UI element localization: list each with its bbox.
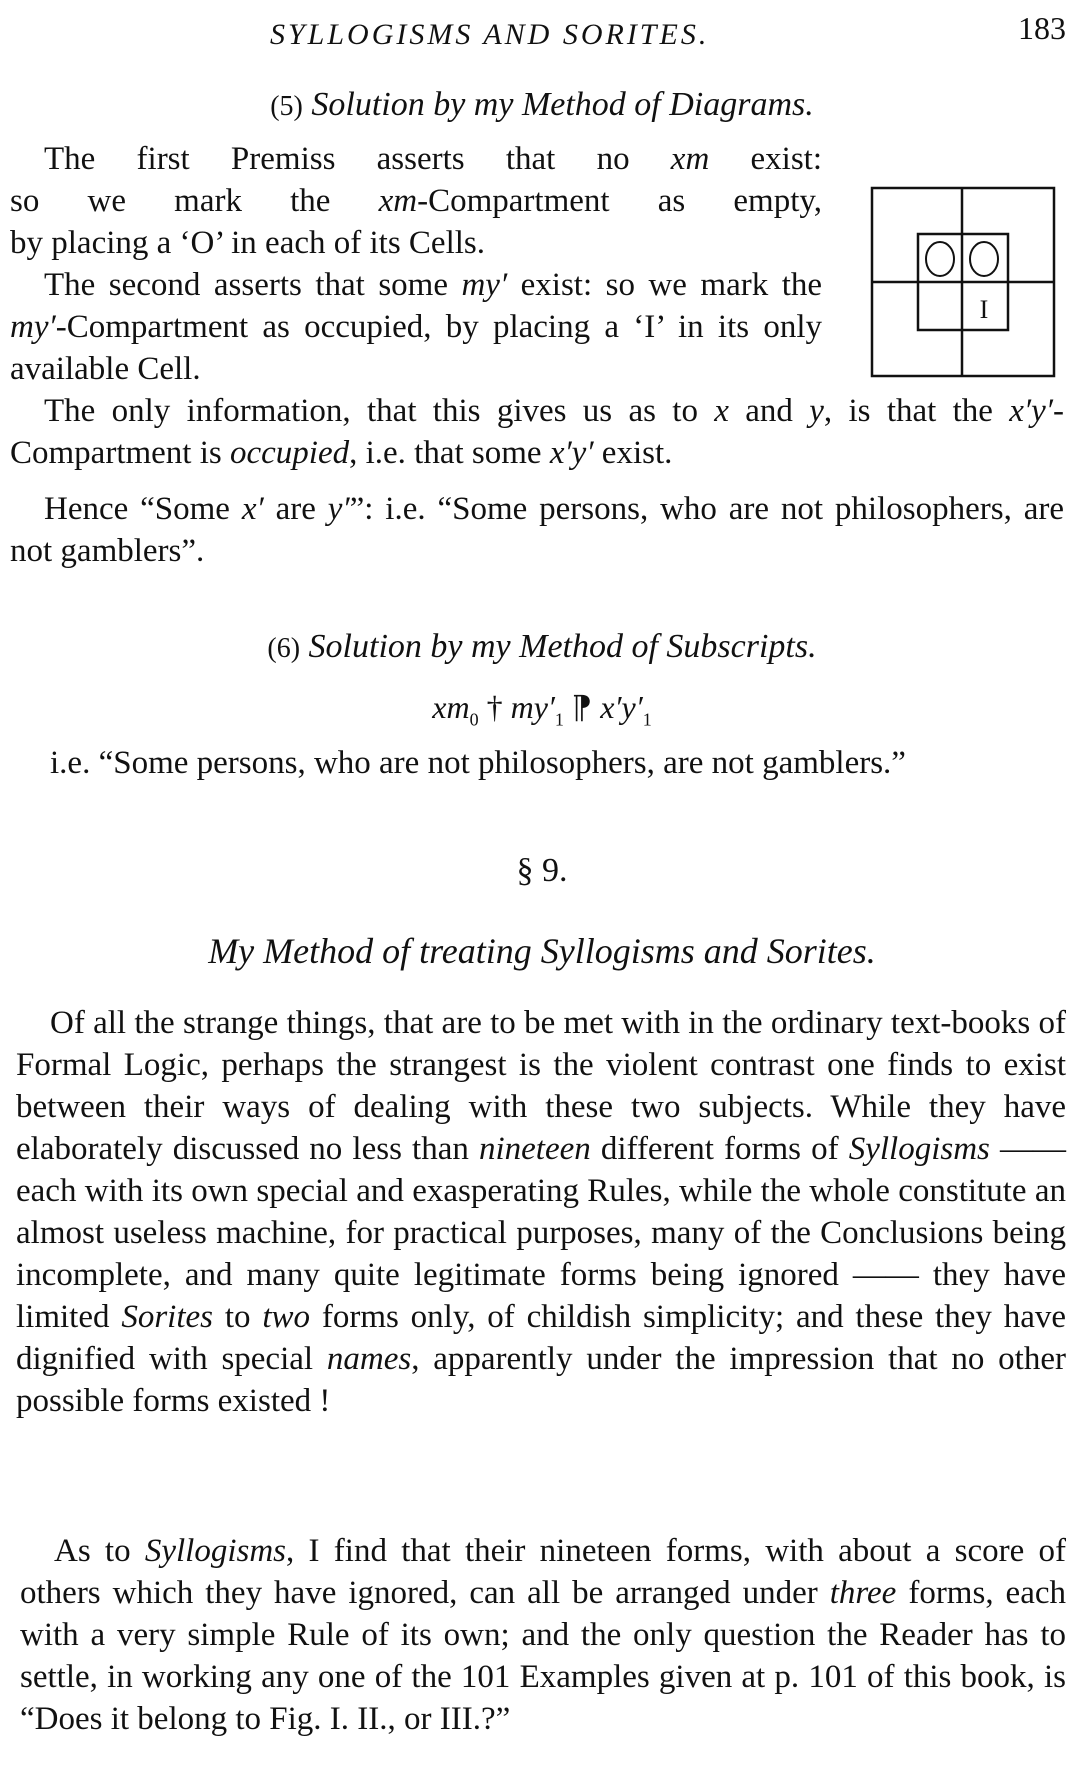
page-header [0,4,1084,52]
solution-6-title: Solution by my Method of Subscripts. [308,628,817,665]
cell-mark-o-right [970,242,998,276]
page-number: 183 [1018,10,1066,46]
section-title: My Method of treating Syllogisms and Sorites. [208,931,876,971]
cell-mark-i: I [979,295,989,324]
line-1: The first Premiss asserts that no xm exist: [44,141,823,177]
solution-5-title: Solution by my Method of Diagrams. [311,86,814,123]
paragraph-conclusion: i.e. “Some persons, who are not philosophers, are not gamblers.” [50,745,906,781]
paragraph-first-premiss [10,138,822,264]
syllogism-diagram [870,186,1056,380]
cell-mark-o-left [926,242,954,276]
line-3: by placing a ‘O’ in each of its Cells. [10,225,486,261]
paragraph-hence: Hence “Some x′ are y′”: i.e. “Some persons, who are not philosophers, are not gamblers”. [10,491,1064,569]
line-2: so we mark the xm-Compartment as empty, [10,183,822,219]
paragraph-information: The only information, that this gives us as to x and y, is that the x′y′-Compartment is occupied, i.e. that some x′y′ exist. [10,393,1065,471]
solution-5-number: (5) [270,91,303,122]
solution-5-heading [0,86,1084,124]
paragraph-as-to-syllogisms: As to Syllogisms, I find that their nineteen forms, with about a score of others which they have ignored, can all be arranged under three forms, each with a very simple Rule of its own; and the only question the Reader has to settle, in working any one of the 101 Examples given at p. 101 of this book, is “Does it belong to Fig. I. II., or III.?” [20,1533,1066,1737]
running-title: SYLLOGISMS AND SORITES. [270,18,710,51]
section-mark: § 9. [516,852,568,889]
paragraph-second-premiss: The second asserts that some my′ exist: so we mark the my′-Compartment as occupied, by placing a ‘I’ in its only available Cell. [10,267,823,387]
paragraph-strange-things: Of all the strange things, that are to be met with in the ordinary text-books of Formal Logic, perhaps the strangest is the violent contrast one finds to exist between their ways of dealing with these two subjects. While they have elaborately discussed no less than nineteen different forms of Syllogisms —— each with its own special and exasperating Rules, while the whole constitute an almost useless machine, for practical purposes, many of the Conclusions being incomplete, and many quite legitimate forms being ignored —— they have limited Sorites to two forms only, of childish simplicity; and these they have dignified with special names, apparently under the impression that no other possible forms existed ! [16,1005,1067,1419]
solution-6-heading [0,628,1084,666]
subscript-formula: $xm_0$ † $my'_1$ ⁋ $x'y'_1$ [432,689,652,730]
solution-6-number: (6) [267,633,301,664]
